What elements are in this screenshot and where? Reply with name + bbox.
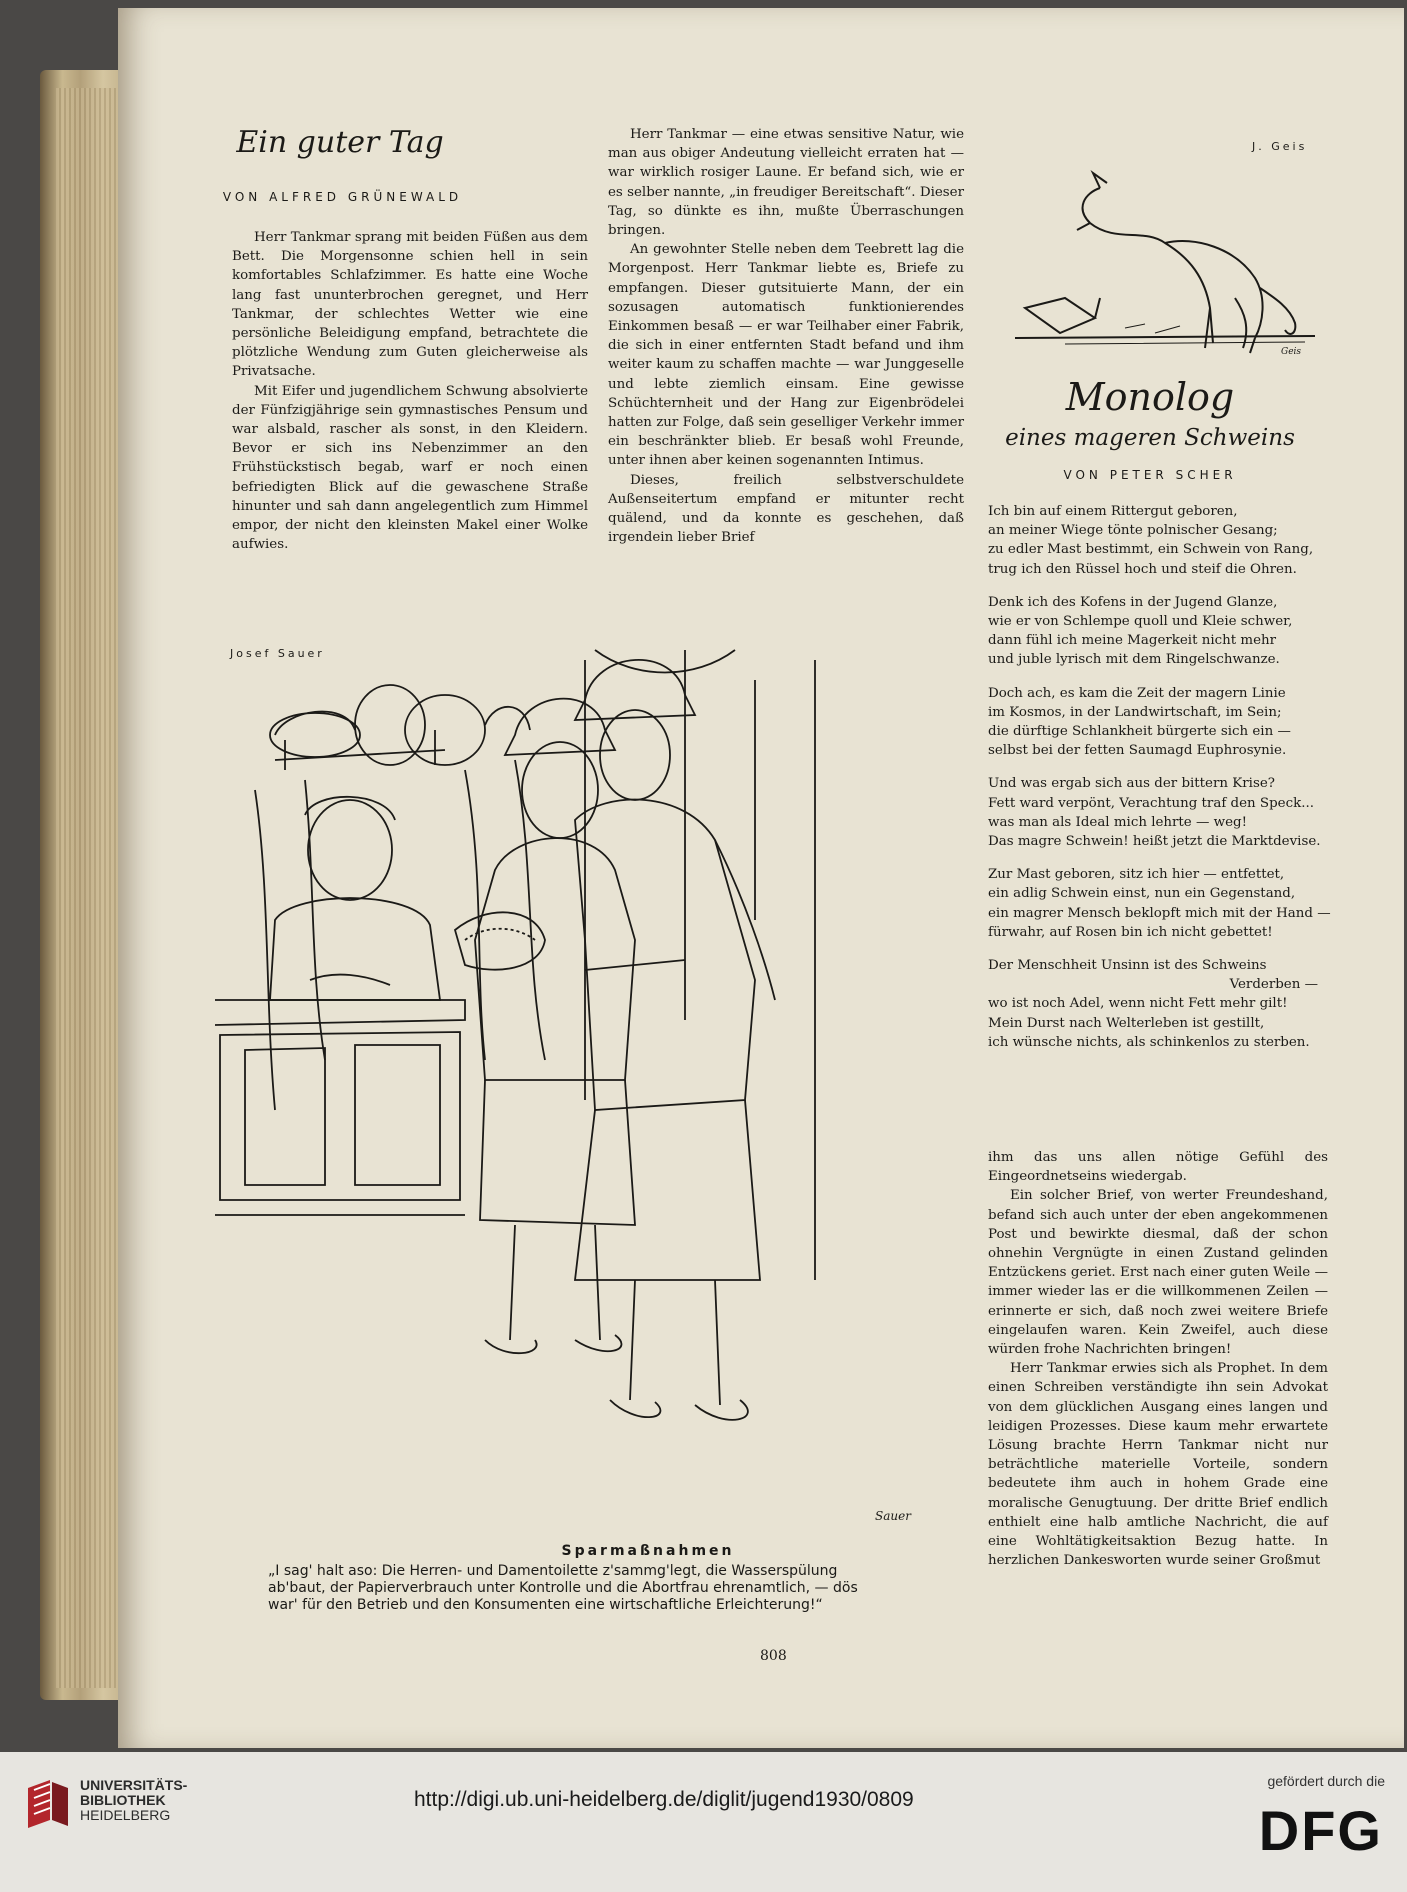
footer-bar (0, 1752, 1407, 1892)
poem-author: VON PETER SCHER (1063, 468, 1237, 482)
poem-stanza (988, 593, 1328, 670)
permalink-url[interactable]: http://digi.ub.uni-heidelberg.de/diglit/jugend1930/0809 (414, 1788, 914, 1811)
article-author: VON ALFRED GRÜNEWALD (222, 190, 463, 204)
poem-line: ich wünsche nichts, als schinkenlos zu sterben. (988, 1034, 1310, 1050)
poem-line: was man als Ideal mich lehrte — weg! (988, 814, 1247, 830)
poem-line: an meiner Wiege tönte polnischer Gesang; (988, 523, 1278, 539)
article-column-2 (608, 125, 964, 547)
poem-line: im Kosmos, in der Landwirtschaft, im Sein; (988, 704, 1282, 720)
poem-line: Und was ergab sich aus der bittern Krise? (988, 776, 1275, 792)
poem-line: und juble lyrisch mit dem Ringelschwanze. (988, 652, 1280, 668)
poem-line: Ich bin auf einem Rittergut geboren, (988, 504, 1238, 519)
poem-line: Fett ward verpönt, Verachtung traf den Speck... (988, 795, 1314, 811)
poem-stanza (988, 684, 1328, 761)
poem-line: wo ist noch Adel, wenn nicht Fett mehr gilt! (988, 996, 1288, 1012)
paragraph: An gewohnter Stelle neben dem Teebrett lag die Morgenpost. Herr Tankmar liebte es, Briefe zu empfangen. Dieser gutsituierte Mann, der ein sozusagen automatisch funktionierendes Einkommen besaß — er war Teilhaber einer Fabrik, die sich in einer entfernten Stadt befand und ihm weiter kaum zu schaffen machte — war Junggeselle und lebte ziemlich einsam. Eine gewisse Schüchternheit und der Hang zur Eigenbrödelei hatten zur Folge, daß sein geselliger Verkehr immer ein beschränkter blieb. Er besaß wohl Freunde, unter ihnen aber keinen sogenannten Intimus. (608, 242, 964, 469)
article-title: Ein guter Tag (236, 125, 444, 160)
poem-title: Monolog (1065, 375, 1235, 419)
pig-illustration (1005, 148, 1325, 358)
poem-line: ein magrer Mensch beklopft mich mit der Hand — (988, 905, 1331, 921)
library-name (80, 1778, 187, 1823)
poem-line: Doch ach, es kam die Zeit der magern Linie (988, 685, 1286, 701)
library-name-line: HEIDELBERG (80, 1807, 171, 1823)
pig-signature: Geis (1281, 347, 1302, 357)
poem-line: Zur Mast geboren, sitz ich hier — entfettet, (988, 867, 1285, 883)
poem-line: fürwahr, auf Rosen bin ich nicht gebettet! (988, 924, 1273, 940)
poem-body (988, 502, 1331, 1066)
poem-line: Verderben — (1229, 977, 1318, 993)
poem-line: zu edler Mast bestimmt, ein Schwein von Rang, (988, 542, 1314, 558)
caption-line: „I sag' halt aso: Die Herren- und Damentoilette z'sammg'legt, die Wasserspülung (268, 1563, 838, 1579)
poem-stanza (988, 956, 1328, 1052)
poem-line: Das magre Schwein! heißt jetzt die Marktdevise. (988, 834, 1321, 850)
poem-line: die dürftige Schlankheit bürgerte sich ein — (988, 724, 1291, 740)
page-number: 808 (760, 1648, 787, 1664)
paragraph: Herr Tankmar — eine etwas sensitive Natur, wie man aus obiger Andeutung vielleicht erraten hat — war wirklich rosiger Laune. Er befand sich, wie er es selber nannte, „in freudiger Bereitschaft“. Dieser Tag, so dünkte es ihn, mußte Überraschungen bringen. (608, 127, 964, 239)
caption-line: war' für den Betrieb und den Konsumenten eine wirtschaftliche Erleichterung!“ (268, 1597, 823, 1613)
main-signature: Sauer (875, 1509, 911, 1523)
pig-artist-credit: J. Geis (1252, 140, 1308, 153)
caption-line: ab'baut, der Papierverbrauch unter Kontrolle und die Abortfrau ehrenamtlich, — dös (268, 1580, 858, 1596)
poem-line: trug ich den Rüssel hoch und steif die Ohren. (988, 561, 1297, 577)
poem-line: selbst bei der fetten Saumagd Euphrosynie. (988, 743, 1287, 759)
paragraph: Dieses, freilich selbstverschuldete Außenseitertum empfand er mitunter recht quälend, und da konnte es geschehen, daß irgendein lieber Brief (608, 472, 964, 546)
paragraph: Ein solcher Brief, von werter Freundeshand, befand sich auch unter der eben angekommenen Post und bewirkte diesmal, daß der schon ohnehin Vergnügte in einen Zustand gelinden Entzückens geriet. Erst nach einer guten Weile — immer wieder las er die willkommenen Zeilen — erinnerte er sich, daß noch zwei weitere Briefe eingelaufen waren. Kein Zweifel, auch diese würden frohe Nachrichten bringen! (988, 1188, 1328, 1358)
article-column-1 (232, 228, 588, 554)
library-name-line: BIBLIOTHEK (80, 1792, 166, 1808)
poem-line: wie er von Schlempe quoll und Kleie schwer, (988, 614, 1293, 630)
paragraph: Herr Tankmar sprang mit beiden Füßen aus dem Bett. Die Morgensonne schien hell in sein komfortables Schlafzimmer. Es hatte eine Woche lang fast ununterbrochen geregnet, und Herr Tankmar, der schlechtes Wetter wie eine persönliche Beleidigung empfand, betrachtete die plötzliche Wendung zum Guten gleicherweise als Privatsache. (232, 230, 588, 380)
paragraph: Mit Eifer und jugendlichem Schwung absolvierte der Fünfzigjährige sein gymnastisches Pensum und war alsbald, rascher als sonst, in den Kleidern. Bevor er sich ins Nebenzimmer an den Frühstückstisch begab, warf er noch einen befriedigten Blick auf die gewaschene Straße hinunter und sah dann angelegentlich zum Himmel empor, der nicht den kleinsten Makel einer Wolke aufwies. (232, 383, 588, 553)
poem-subtitle: eines mageren Schweins (1005, 425, 1295, 451)
caption-text (268, 1563, 968, 1614)
main-illustration (215, 640, 945, 1535)
article-column-3 (988, 1148, 1328, 1570)
main-artist-credit: Josef Sauer (230, 647, 325, 660)
paragraph: ihm das uns allen nötige Gefühl des Eingeordnetseins wiedergab. (988, 1150, 1328, 1185)
poem-stanza (988, 502, 1328, 579)
poem-line: Mein Durst nach Welterleben ist gestillt, (988, 1015, 1265, 1031)
poem-line: dann fühl ich meine Magerkeit nicht mehr (988, 633, 1277, 649)
poem-stanza (988, 774, 1328, 851)
sponsor-label: gefördert durch die (1267, 1773, 1385, 1789)
poem-line: ein adlig Schwein einst, nun ein Gegenstand, (988, 886, 1296, 902)
poem-line: Der Menschheit Unsinn ist des Schweins (988, 958, 1267, 974)
book-page-stack (56, 88, 126, 1688)
library-name-line: UNIVERSITÄTS- (80, 1777, 188, 1793)
poem-line: Denk ich des Kofens in der Jugend Glanze, (988, 594, 1278, 610)
library-logo-icon (20, 1776, 76, 1832)
caption-title: Sparmaßnahmen (561, 1543, 735, 1559)
dfg-logo: DFG (1258, 1799, 1383, 1862)
paragraph: Herr Tankmar erwies sich als Prophet. In dem einen Schreiben verständigte ihn sein Advokat von dem glücklichen Ausgang eines langen und leidigen Prozesses. Diese kaum mehr erwartete Lösung brachte Herrn Tankmar nicht nur beträchtliche materielle Vorteile, sondern bedeutete ihm auch in hohem Grade eine moralische Genugtuung. Der dritte Brief endlich enthielt eine halb amtliche Nachricht, die auf eine Wohltätigkeitsaktion Bezug hatte. In herzlichen Dankesworten wurde seiner Großmut (988, 1361, 1328, 1569)
poem-stanza (988, 865, 1331, 942)
